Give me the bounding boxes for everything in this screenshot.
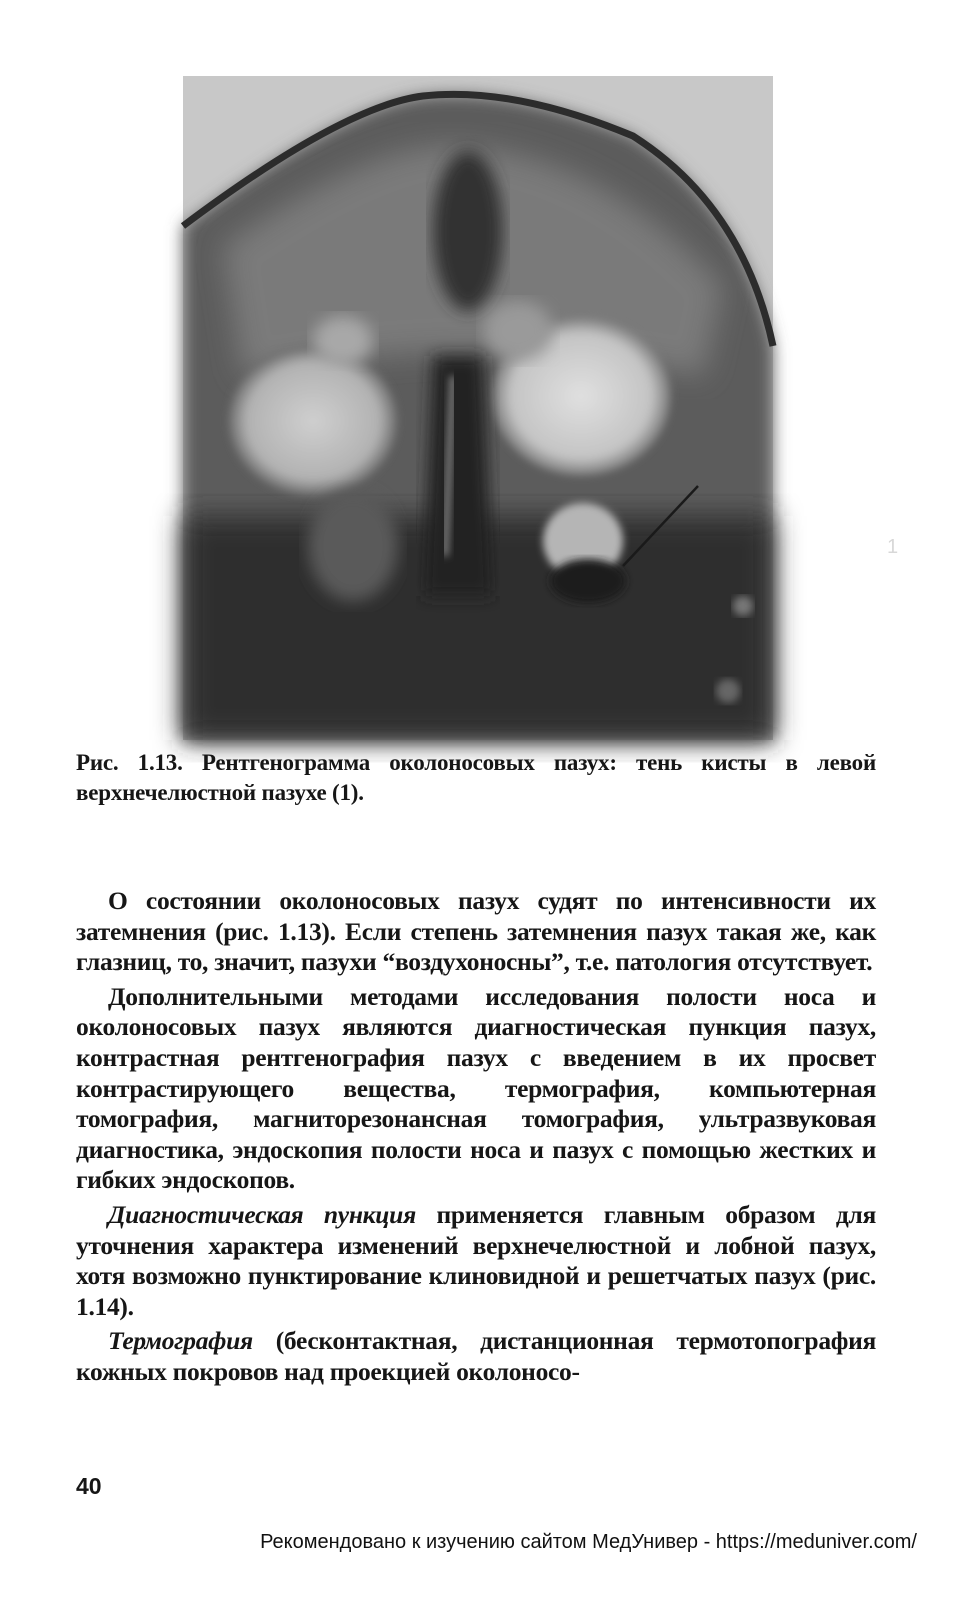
page-number: 40 <box>76 1473 102 1499</box>
paragraph-1: О состоянии околоносовых пазух судят по интенсивности их затемнения (рис. 1.13). Если степень затемнения пазух такая же, как глазниц, то, значит, пазухи “воздухоносны”, т.е. патология отсутствует. <box>76 886 876 977</box>
sinus-xray-image <box>183 76 773 740</box>
watermark: Рекомендовано к изучению сайтом МедУнивер - https://meduniver.com/ <box>260 1531 917 1553</box>
figure-caption <box>76 748 876 808</box>
paragraph-3: Диагностическая пункция применяется главным образом для уточнения характера изменений верхнечелюстной и лобной пазух, хотя возможно пунктирование клиновидной и решетчатых пазух (рис. 1.14). <box>76 1199 876 1321</box>
body-text <box>76 886 876 1392</box>
caption-text: Рентгенограмма околоносовых пазух: тень кисты в левой верхнечелюстной пазухе (1). <box>76 750 876 805</box>
figure-callout-label: 1 <box>887 536 899 558</box>
xray-figure <box>183 76 899 740</box>
term-puncture: Диагностическая пункция <box>108 1199 416 1229</box>
caption-prefix: Рис. 1.13. <box>76 750 183 775</box>
term-thermography: Термография <box>108 1326 253 1356</box>
paragraph-4: Термография (бесконтактная, дистанционная термотопография кожных покровов над проекцией околоносо- <box>76 1326 876 1386</box>
paragraph-2: Дополнительными методами исследования полости носа и околоносовых пазух являются диагностическая пункция пазух, контрастная рентгенография пазух с введением в их просвет контрастирующего вещества, термография, компьютерная томография, магниторезонансная томография, ультразвуковая диагностика, эндоскопия полости носа и пазух с помощью жестких и гибких эндоскопов. <box>76 981 876 1195</box>
